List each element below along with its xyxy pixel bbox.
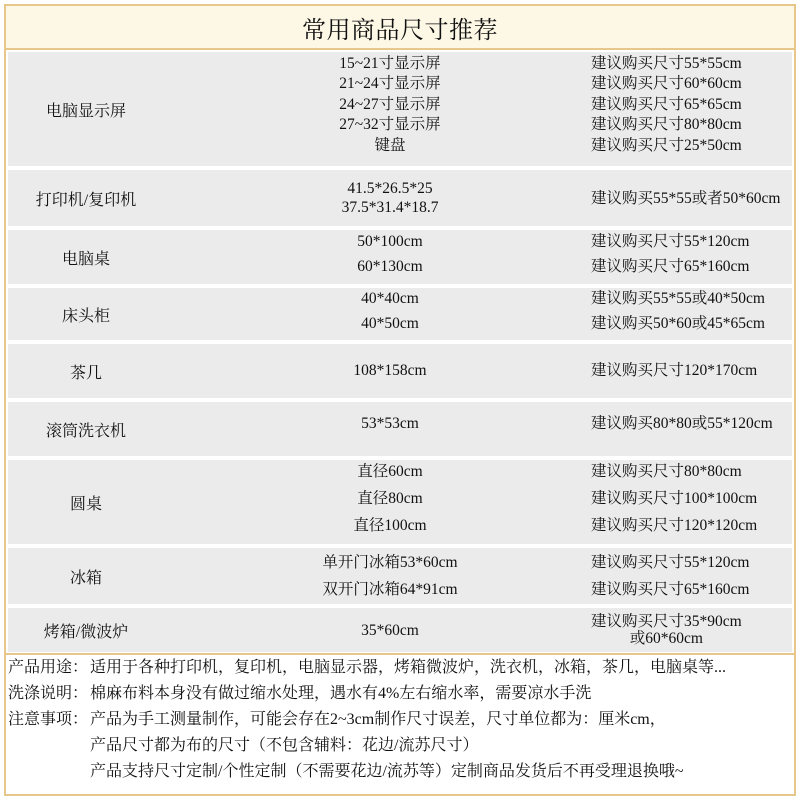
table-row <box>8 288 792 340</box>
item-cell <box>8 170 164 226</box>
size-line: 35*60cm <box>361 621 419 639</box>
recommendation-cell <box>591 230 792 284</box>
item-cell <box>8 402 164 456</box>
note-caution <box>8 707 794 785</box>
size-line: 40*40cm <box>361 290 419 307</box>
size-cell <box>190 548 590 604</box>
recommendation-line: 建议购买尺寸55*120cm <box>591 554 750 571</box>
recommendation-line: 建议购买尺寸25*50cm <box>591 136 742 154</box>
recommendation-line: 建议购买尺寸80*80cm <box>591 116 742 134</box>
note-line: 棉麻布料本身没有做过缩水处理，遇水有4%左右缩水率，需要凉水手洗 <box>90 685 592 702</box>
recommendation-stack <box>591 613 742 647</box>
item-name: 冰箱 <box>69 569 102 587</box>
recommendation-stack <box>591 229 749 279</box>
recommendation-stack <box>591 549 749 603</box>
item-cell <box>8 52 164 166</box>
size-line: 键盘 <box>374 136 406 154</box>
size-table <box>6 50 794 655</box>
size-guide-frame <box>4 4 796 796</box>
table-row <box>8 402 792 456</box>
item-name: 烤箱/微波炉 <box>43 623 129 641</box>
recommendation-stack <box>591 358 757 384</box>
recommendation-line: 建议购买尺寸100*100cm <box>591 489 758 507</box>
recommendation-stack <box>591 189 780 208</box>
recommendation-line: 建议购买尺寸80*80cm <box>591 462 742 480</box>
size-line: 15~21寸显示屏 <box>339 54 441 72</box>
item-cell <box>8 344 164 398</box>
recommendation-line: 建议购买尺寸60*60cm <box>591 75 742 93</box>
item-name: 茶几 <box>69 364 102 382</box>
recommendation-cell <box>591 460 792 544</box>
recommendation-cell <box>591 344 792 398</box>
note-lines <box>90 655 726 681</box>
item-name: 打印机/复印机 <box>35 191 137 209</box>
size-line: 直径80cm <box>357 489 423 507</box>
page-title: 常用商品尺寸推荐 <box>302 15 498 44</box>
recommendation-stack <box>591 286 765 336</box>
note-label: 洗涤说明： <box>8 685 89 702</box>
item-cell <box>8 460 164 544</box>
recommendation-line: 建议购买尺寸55*55cm <box>591 54 742 72</box>
recommendation-line: 建议购买55*55或40*50cm <box>591 290 765 307</box>
size-cell <box>190 230 590 284</box>
size-line: 60*130cm <box>357 258 423 275</box>
size-line: 40*50cm <box>361 315 419 332</box>
recommendation-line: 建议购买尺寸65*160cm <box>591 258 750 275</box>
table-row <box>8 52 792 166</box>
recommendation-cell <box>591 548 792 604</box>
size-line: 53*53cm <box>361 415 419 432</box>
size-line: 21~24寸显示屏 <box>339 75 441 93</box>
item-name: 床头柜 <box>61 307 110 325</box>
recommendation-stack <box>591 411 773 437</box>
note-usage <box>8 655 794 681</box>
recommendation-cell <box>591 52 792 166</box>
table-row <box>8 548 792 604</box>
table-row <box>8 344 792 398</box>
size-line: 24~27寸显示屏 <box>339 95 441 113</box>
recommendation-line: 建议购买50*60或45*65cm <box>591 315 765 332</box>
size-line: 双开门冰箱64*91cm <box>322 581 458 598</box>
item-name: 圆桌 <box>69 495 102 513</box>
size-line: 108*158cm <box>353 362 427 379</box>
table-row <box>8 608 792 652</box>
note-line: 适用于各种打印机，复印机，电脑显示器，烤箱微波炉，洗衣机，冰箱，茶几，电脑桌等... <box>90 659 727 676</box>
size-line: 27~32寸显示屏 <box>339 116 441 134</box>
table-row <box>8 460 792 544</box>
size-cell <box>190 344 590 398</box>
recommendation-line: 建议购买55*55或者50*60cm <box>591 189 781 207</box>
size-line: 直径100cm <box>353 516 427 534</box>
size-line: 50*100cm <box>357 233 423 250</box>
item-name: 滚筒洗衣机 <box>45 422 126 440</box>
note-line: 产品支持尺寸定制/个性定制（不需要花边/流苏等）定制商品发货后不再受理退换哦~ <box>90 763 684 780</box>
item-cell <box>8 230 164 284</box>
item-name: 电脑显示屏 <box>45 102 126 120</box>
note-lines <box>90 707 684 785</box>
note-line: 产品尺寸都为布的尺寸（不包含辅料：花边/流苏尺寸） <box>90 737 479 754</box>
note-label: 注意事项： <box>8 711 89 728</box>
item-cell <box>8 288 164 340</box>
recommendation-cell <box>591 288 792 340</box>
size-cell <box>190 170 590 226</box>
size-cell <box>190 402 590 456</box>
item-name: 电脑桌 <box>61 250 110 268</box>
recommendation-cell <box>591 402 792 456</box>
recommendation-line: 建议购买80*80或55*120cm <box>591 415 773 432</box>
size-cell <box>190 52 590 166</box>
recommendation-cell <box>591 170 792 226</box>
recommendation-line: 建议购买尺寸35*90cm <box>591 613 742 630</box>
recommendation-line: 建议购买尺寸120*170cm <box>591 362 758 379</box>
note-label: 产品用途： <box>8 659 89 676</box>
item-cell <box>8 548 164 604</box>
size-line: 37.5*31.4*18.7 <box>341 199 439 216</box>
recommendation-stack <box>591 54 742 157</box>
size-line: 41.5*26.5*25 <box>347 180 433 197</box>
recommendation-line: 建议购买尺寸120*120cm <box>591 516 758 534</box>
item-cell <box>8 608 164 652</box>
size-line: 单开门冰箱53*60cm <box>322 554 458 571</box>
recommendation-line: 建议购买尺寸65*65cm <box>591 95 742 113</box>
title-band <box>6 6 794 50</box>
table-row <box>8 230 792 284</box>
size-line: 直径60cm <box>357 462 423 480</box>
size-cell <box>190 608 590 652</box>
recommendation-cell <box>591 608 792 652</box>
note-lines <box>90 681 591 707</box>
size-cell <box>190 288 590 340</box>
note-line: 产品为手工测量制作，可能会存在2~3cm制作尺寸误差，尺寸单位都为：厘米cm， <box>90 711 666 728</box>
notes-section <box>6 655 794 785</box>
recommendation-line: 建议购买尺寸65*160cm <box>591 581 750 598</box>
note-washing <box>8 681 794 707</box>
table-row <box>8 170 792 226</box>
recommendation-line: 或60*60cm <box>629 630 703 647</box>
recommendation-stack <box>591 458 757 539</box>
size-cell <box>190 460 590 544</box>
recommendation-line: 建议购买尺寸55*120cm <box>591 233 750 250</box>
